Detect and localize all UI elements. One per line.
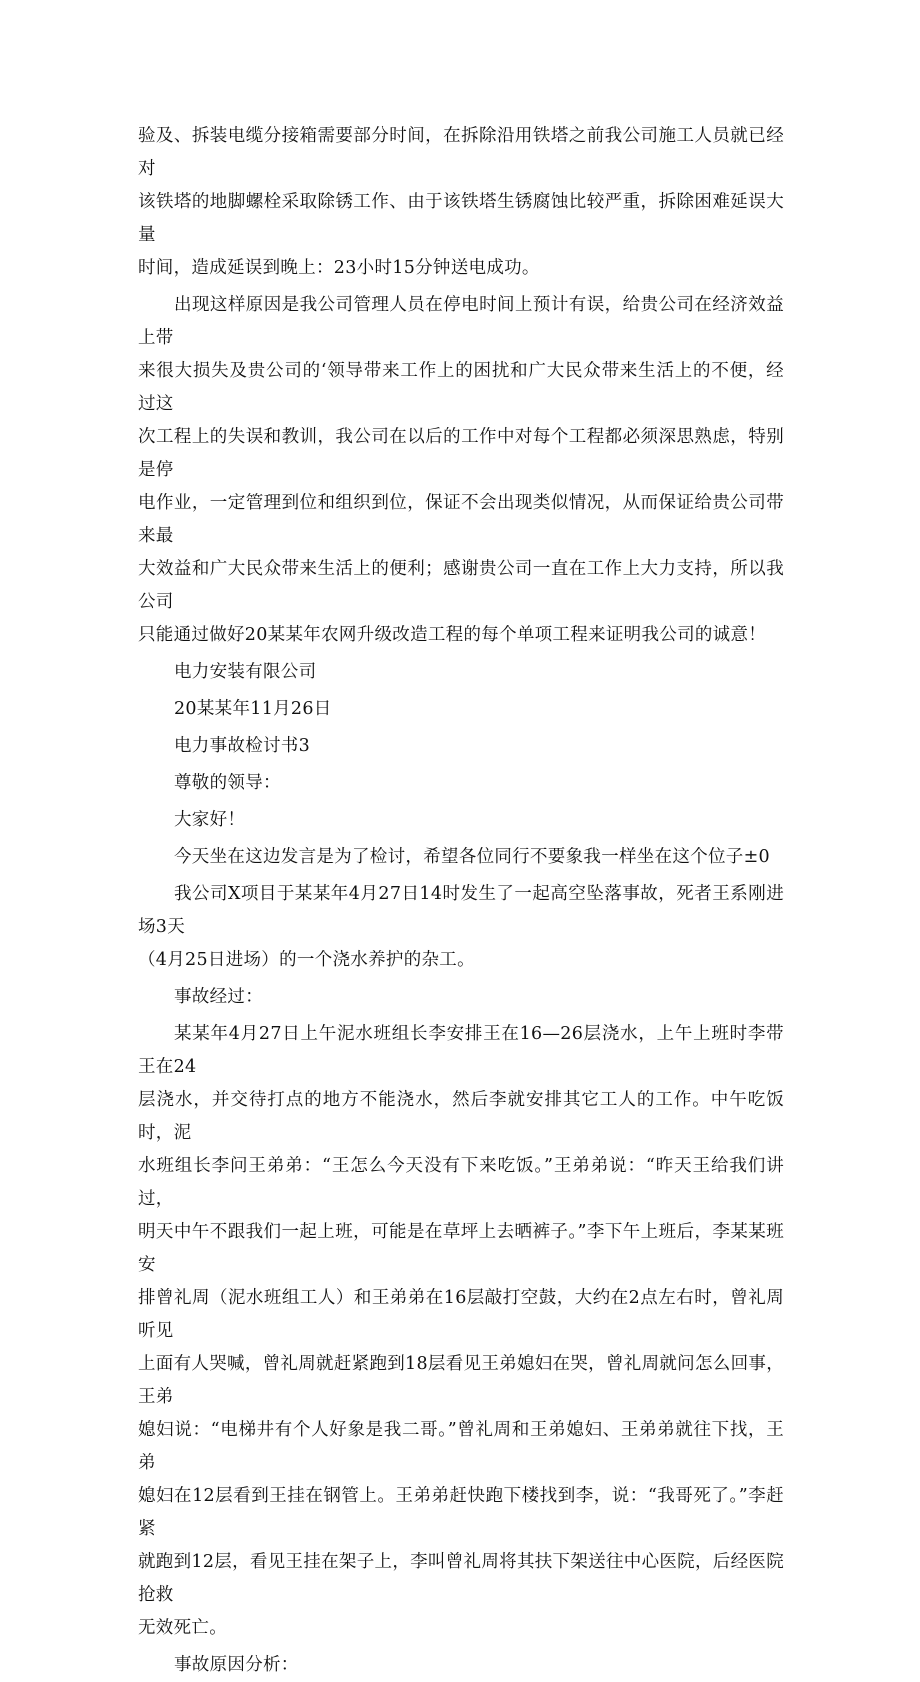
text-line: 无效死亡。	[138, 1618, 227, 1638]
document-page	[138, 120, 784, 1682]
text-line: 来很大损失及贵公司的‘领导带来工作上的困扰和广大民众带来生活上的不便，经过这	[138, 361, 784, 414]
text-line: 时间，造成延误到晚上：23小时15分钟送电成功。	[138, 258, 540, 278]
text-line: 某某年4月27日上午泥水班组长李安排王在16—26层浇水，上午上班时李带王在24	[138, 1024, 784, 1077]
text-line: 只能通过做好20某某年农网升级改造工程的每个单项工程来证明我公司的诚意！	[138, 625, 767, 645]
text-line: 水班组长李问王弟弟：“王怎么今天没有下来吃饭。”王弟弟说：“昨天王给我们讲过，	[138, 1156, 784, 1209]
text-line: （4月25日进场）的一个浇水养护的杂工。	[138, 950, 475, 970]
text-line: 排曾礼周（泥水班组工人）和王弟弟在16层敲打空鼓，大约在2点左右时，曾礼周听见	[138, 1288, 784, 1341]
text-line: 明天中午不跟我们一起上班，可能是在草坪上去晒裤子。”李下午上班后，李某某班安	[138, 1222, 784, 1275]
text-line: 媳妇在12层看到王挂在钢管上。王弟弟赶快跑下楼找到李，说：“我哥死了。”李赶紧	[138, 1486, 784, 1539]
text-line: 验及、拆装电缆分接箱需要部分时间，在拆除沿用铁塔之前我公司施工人员就已经对	[138, 126, 784, 179]
text-line: 电作业，一定管理到位和组织到位，保证不会出现类似情况，从而保证给贵公司带来最	[138, 493, 784, 546]
heading-incident-process: 事故经过：	[174, 987, 263, 1007]
section-title: 电力事故检讨书3	[174, 736, 311, 756]
company-signature: 电力安装有限公司	[174, 662, 317, 682]
signature-date: 20某某年11月26日	[174, 699, 332, 719]
text-line: 层浇水，并交待打点的地方不能浇水，然后李就安排其它工人的工作。中午吃饭时，泥	[138, 1090, 784, 1143]
paragraph-continuation	[138, 120, 784, 285]
text-line: 我公司X项目于某某年4月27日14时发生了一起高空坠落事故，死者王系刚进场3天	[138, 884, 784, 937]
greeting: 大家好！	[174, 810, 246, 830]
opening-statement: 今天坐在这边发言是为了检讨，希望各位同行不要象我一样坐在这个位子±0	[174, 847, 770, 867]
paragraph-incident-process	[138, 1018, 784, 1645]
paragraph-incident-summary	[138, 878, 784, 977]
text-line: 媳妇说：“电梯井有个人好象是我二哥。”曾礼周和王弟媳妇、王弟弟就往下找，王弟	[138, 1420, 784, 1473]
paragraph-explanation	[138, 289, 784, 652]
text-line: 次工程上的失误和教训，我公司在以后的工作中对每个工程都必须深思熟虑，特别是停	[138, 427, 784, 480]
text-line: 上面有人哭喊，曾礼周就赶紧跑到18层看见王弟媳妇在哭，曾礼周就问怎么回事，王弟	[138, 1354, 784, 1407]
heading-cause-analysis: 事故原因分析：	[174, 1655, 299, 1675]
salutation: 尊敬的领导：	[174, 773, 281, 793]
text-line: 大效益和广大民众带来生活上的便利；感谢贵公司一直在工作上大力支持，所以我公司	[138, 559, 784, 612]
text-line: 就跑到12层，看见王挂在架子上，李叫曾礼周将其扶下架送往中心医院，后经医院抢救	[138, 1552, 784, 1605]
text-line: 该铁塔的地脚螺栓采取除锈工作、由于该铁塔生锈腐蚀比较严重，拆除困难延误大量	[138, 192, 784, 245]
text-line: 出现这样原因是我公司管理人员在停电时间上预计有误，给贵公司在经济效益上带	[138, 295, 784, 348]
